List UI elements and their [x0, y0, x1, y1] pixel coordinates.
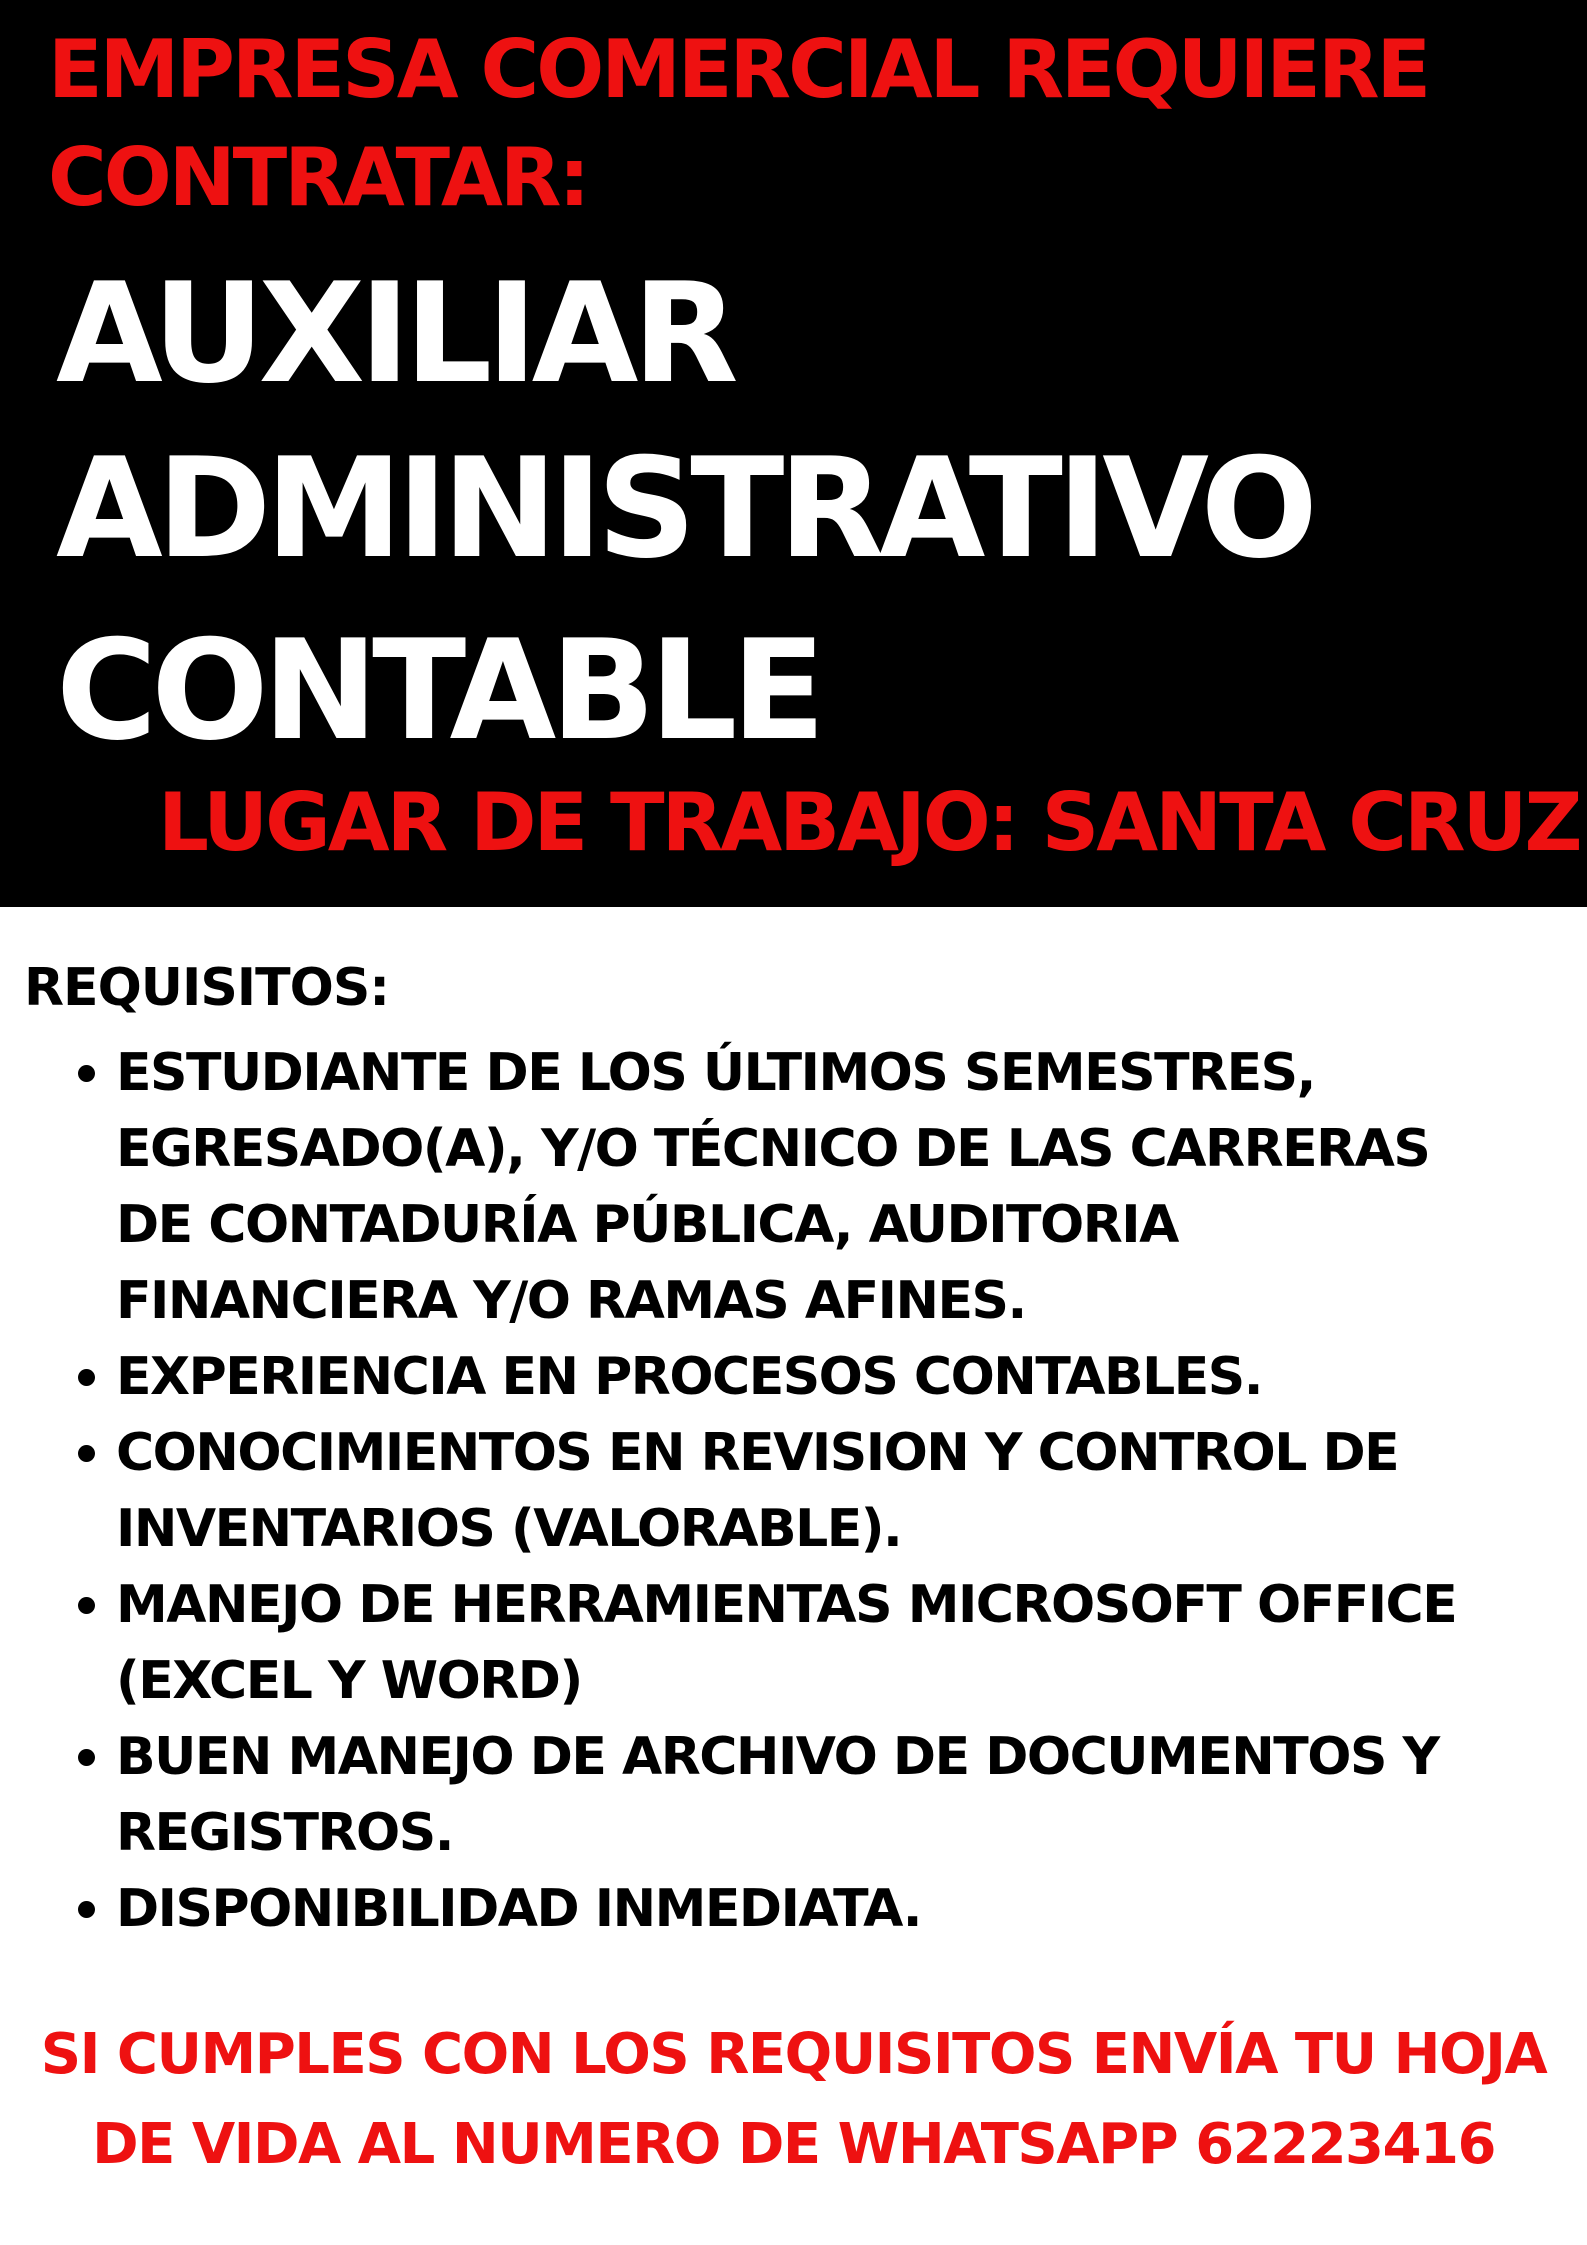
bullet-icon — [78, 1369, 95, 1386]
call-to-action-line-2: DE VIDA AL NUMERO DE WHATSAPP 62223416 — [92, 2112, 1495, 2177]
intro-line-2: CONTRATAR: — [48, 131, 588, 224]
work-location: LUGAR DE TRABAJO: SANTA CRUZ — [158, 776, 1580, 869]
list-item-line: DE CONTADURÍA PÚBLICA, AUDITORIA — [116, 1195, 1178, 1255]
list-item — [0, 1567, 1560, 1719]
call-to-action — [0, 2010, 1587, 2190]
call-to-action-line-1: SI CUMPLES CON LOS REQUISITOS ENVÍA TU HOJA — [40, 2022, 1547, 2087]
list-item — [0, 1339, 1560, 1415]
bullet-icon — [78, 1749, 95, 1766]
requirements-heading: REQUISITOS: — [24, 958, 390, 1018]
list-item — [0, 1871, 1560, 1947]
bullet-icon — [78, 1901, 95, 1918]
list-item-line: FINANCIERA Y/O RAMAS AFINES. — [116, 1271, 1026, 1331]
job-title-line-3: CONTABLE — [56, 610, 820, 771]
list-item-line: ESTUDIANTE DE LOS ÚLTIMOS SEMESTRES, — [116, 1043, 1315, 1103]
list-item-line: MANEJO DE HERRAMIENTAS MICROSOFT OFFICE — [116, 1575, 1457, 1635]
job-title-line-1: AUXILIAR — [56, 253, 733, 414]
intro-line-1: EMPRESA COMERCIAL REQUIERE — [48, 23, 1429, 116]
list-item-line: BUEN MANEJO DE ARCHIVO DE DOCUMENTOS Y — [116, 1727, 1439, 1787]
requirements-list — [0, 1035, 1560, 1947]
list-item-line: EXPERIENCIA EN PROCESOS CONTABLES. — [116, 1347, 1262, 1407]
job-title-line-2: ADMINISTRATIVO — [56, 428, 1312, 589]
list-item-line: REGISTROS. — [116, 1803, 453, 1863]
list-item-line: EGRESADO(A), Y/O TÉCNICO DE LAS CARRERAS — [116, 1119, 1430, 1179]
list-item-line: (EXCEL Y WORD) — [116, 1651, 582, 1711]
bullet-icon — [78, 1445, 95, 1462]
list-item-line: CONOCIMIENTOS EN REVISION Y CONTROL DE — [116, 1423, 1399, 1483]
header-banner — [0, 0, 1587, 907]
list-item-line: INVENTARIOS (VALORABLE). — [116, 1499, 902, 1559]
list-item — [0, 1035, 1560, 1339]
list-item — [0, 1719, 1560, 1871]
bullet-icon — [78, 1597, 95, 1614]
bullet-icon — [78, 1065, 95, 1082]
list-item — [0, 1415, 1560, 1567]
list-item-line: DISPONIBILIDAD INMEDIATA. — [116, 1879, 922, 1939]
